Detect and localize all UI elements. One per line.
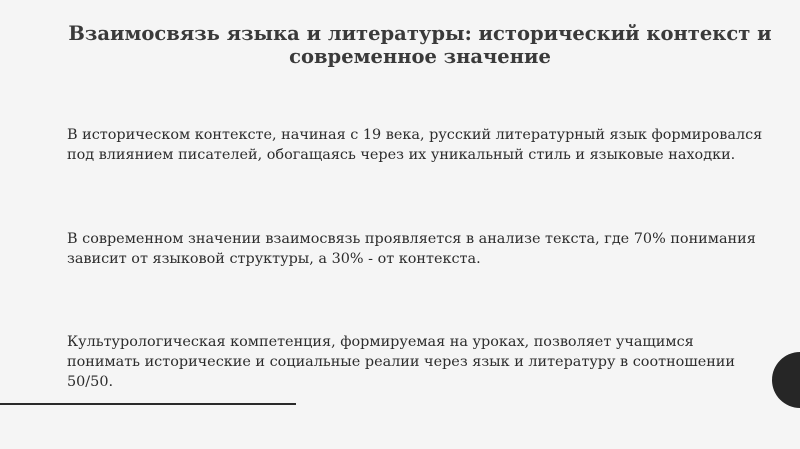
decorative-corner-circle bbox=[772, 352, 800, 408]
slide-title: Взаимосвязь языка и литературы: исторический контекст и современное значение bbox=[68, 22, 772, 68]
paragraph-modern-significance: В современном значении взаимосвязь проявляется в анализе текста, где 70% понимания зависит от языковой структуры, а 30% - от контекста. bbox=[67, 231, 756, 267]
paragraph-cultural-competence: Культурологическая компетенция, формируемая на уроках, позволяет учащимся понимать исторические и социальные реалии через язык и литературу в соотношении 50/50. bbox=[67, 334, 735, 390]
decorative-bottom-rule bbox=[0, 403, 296, 405]
paragraph-historical-context: В историческом контексте, начиная с 19 века, русский литературный язык формировался под влиянием писателей, обогащаясь через их уникальный стиль и языковые находки. bbox=[67, 127, 763, 163]
